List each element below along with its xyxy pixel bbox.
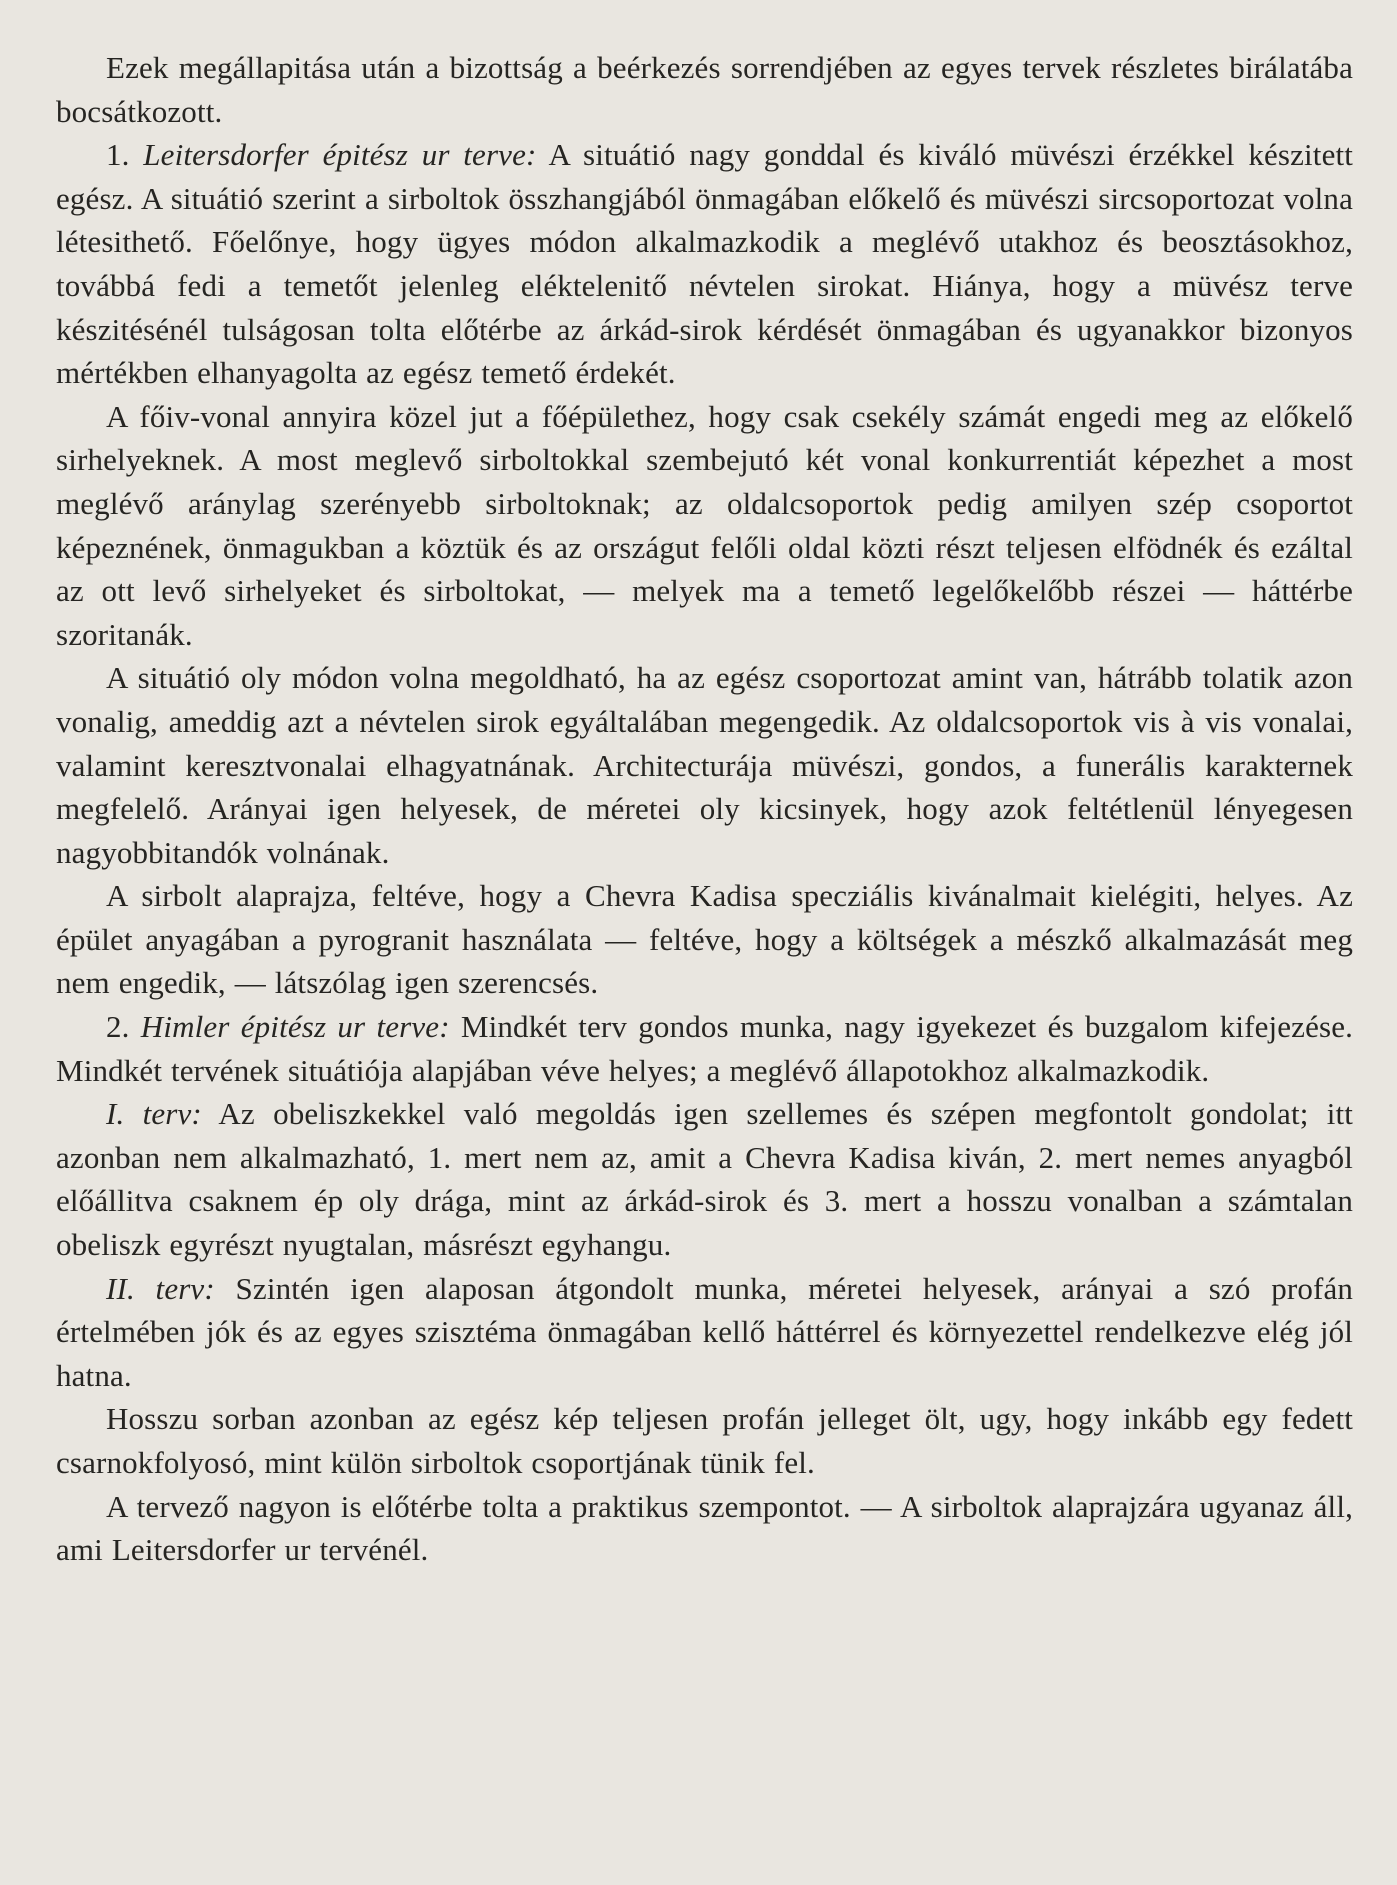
paragraph-floorplan xyxy=(56,874,1353,1005)
paragraph-intro xyxy=(56,46,1353,133)
paragraph-number: 2. xyxy=(106,1009,141,1045)
paragraph-text: A főiv-vonal annyira közel jut a főépülethez, hogy csak csekély számát engedi meg az előkelő sirhelyeknek. A most meglevő sirboltokkal szembejutó két vonal konkurrentiát képezhet a most meglévő aránylag szerényebb sirboltoknak; az oldalcsoportok pedig amilyen szép csoportot képeznének, önmagukban a köztük és az országut felőli oldal közti részt teljesen elfödnék és ezáltal az ott levő sirhelyeket és sirboltokat, — melyek ma a temető legelőkelőbb részei — háttérbe szoritanák. xyxy=(56,398,1353,652)
paragraph-main-arc xyxy=(56,395,1353,657)
paragraph-text: Ezek megállapitása után a bizottság a beérkezés sorrendjében az egyes tervek részletes birálatába bocsátkozott. xyxy=(56,50,1353,129)
plan-heading: Himler épitész ur terve: xyxy=(140,1009,450,1045)
paragraph-plan-2-variant-2 xyxy=(56,1267,1353,1398)
paragraph-text: Mindkét terv gondos munka, nagy igyekezet és buzgalom kifejezése. Mindkét tervének situátiója alapjában véve helyes; a meglévő állapotokhoz alkalmazkodik. xyxy=(56,1009,1354,1088)
paragraph-text: Az obeliszkekkel való megoldás igen szellemes és szépen megfontolt gondolat; itt azonban nem alkalmazható, 1. mert nem az, amit a Chevra Kadisa kiván, 2. mert nemes anyagból előállitva csaknem ép oly drága, mint az árkád-sirok és 3. mert a hosszu vonalban a számtalan obeliszk egyrészt nyugtalan, másrészt egyhangu. xyxy=(56,1096,1353,1263)
paragraph-long-row xyxy=(56,1397,1353,1484)
paragraph-text: Hosszu sorban azonban az egész kép teljesen profán jelleget ölt, ugy, hogy inkább egy fedett csarnokfolyosó, mint külön sirboltok csoportjának tünik fel. xyxy=(56,1401,1353,1480)
paragraph-plan-1 xyxy=(56,133,1353,395)
paragraph-plan-2 xyxy=(56,1005,1353,1092)
plan-heading: Leitersdorfer épitész ur terve: xyxy=(143,137,537,173)
paragraph-text: A sirbolt alaprajza, feltéve, hogy a Chevra Kadisa specziális kivánalmait kielégiti, helyes. Az épület anyagában a pyrogranit használata — feltéve, hogy a költségek a mészkő alkalmazását meg nem engedik, — látszólag igen szerencsés. xyxy=(56,878,1353,1001)
paragraph-conclusion xyxy=(56,1485,1353,1572)
paragraph-text: A tervező nagyon is előtérbe tolta a praktikus szempontot. — A sirboltok alaprajzára ugyanaz áll, ami Leitersdorfer ur tervénél. xyxy=(56,1488,1353,1568)
variant-heading: I. terv: xyxy=(106,1096,202,1132)
paragraph-text: A situátió nagy gonddal és kiváló müvészi érzékkel készitett egész. A situátió szerint a sirboltok összhangjából önmagában előkelő és müvészi sircsoportozat volna létesithető. Főelőnye, hogy ügyes módon alkalmazkodik a meglévő utakhoz és beosztásokhoz, továbbá fedi a temetőt jelenleg eléktelenitő névtelen sirokat. Hiánya, hogy a müvész terve készitésénél tulságosan tolta előtérbe az árkád-sirok kérdését önmagában és ugyanakkor bizonyos mértékben elhanyagolta az egész temető érdekét. xyxy=(56,137,1354,391)
paragraph-text: A situátió oly módon volna megoldható, ha az egész csoportozat amint van, hátrább tolatik azon vonalig, ameddig azt a névtelen sirok egyáltalában megengedik. Az oldalcsoportok vis à vis vonalai, valamint keresztvonalai elhagyatnának. Architecturája müvészi, gondos, a funerális karakternek megfelelő. Arányai igen helyesek, de méretei oly kicsinyek, hogy azok feltétlenül lényegesen nagyobbitandók volnának. xyxy=(56,660,1353,870)
paragraph-number: 1. xyxy=(106,137,144,173)
paragraph-text: Szintén igen alaposan átgondolt munka, méretei helyesek, arányai a szó profán értelmében jók és az egyes szisztéma önmagában kellő háttérrel és környezettel rendelkezve elég jól hatna. xyxy=(56,1270,1354,1393)
paragraph-solution xyxy=(56,656,1353,874)
paragraph-plan-2-variant-1 xyxy=(56,1092,1353,1266)
variant-heading: II. terv: xyxy=(106,1270,215,1306)
